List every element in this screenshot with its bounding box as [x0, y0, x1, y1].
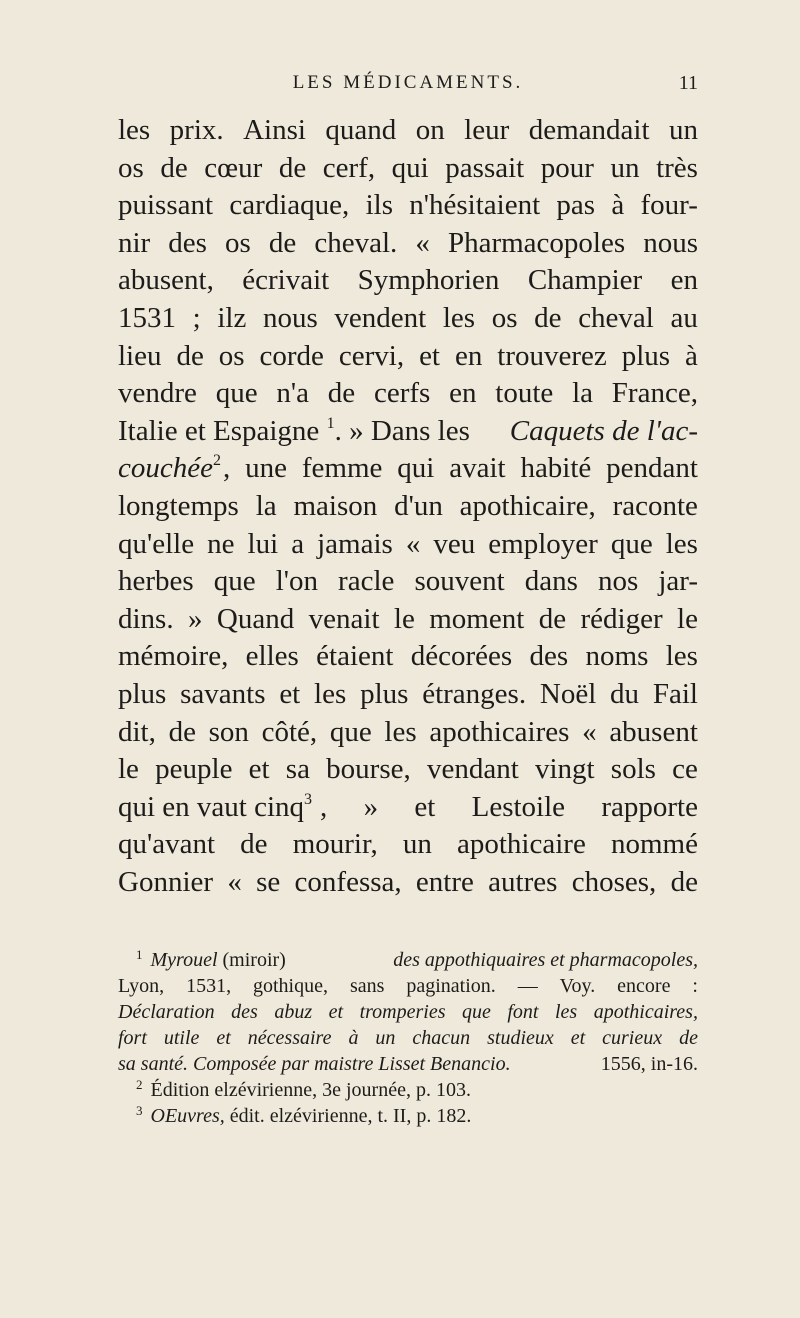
word: prix. [169, 114, 224, 146]
word: les [442, 301, 476, 334]
word: n'hésitaient [409, 189, 541, 222]
word: Pharmacopoles [447, 226, 626, 259]
word: savants [180, 677, 266, 710]
word: Lestoile [471, 790, 566, 823]
word: et [570, 1027, 586, 1049]
word: les [665, 640, 698, 673]
word: un [610, 151, 640, 184]
word: et [216, 1027, 231, 1049]
word: de [160, 151, 188, 184]
text-line [118, 826, 698, 864]
word: « [582, 715, 597, 748]
word: nous [643, 226, 698, 259]
word: bourse, [326, 753, 411, 786]
footnote-3 [118, 1103, 698, 1129]
word: — [517, 975, 538, 997]
text-line [118, 450, 698, 488]
word: les [314, 677, 347, 710]
word: ils [365, 189, 393, 222]
word: Symphorien [357, 264, 500, 297]
word: apothicaires, [593, 1001, 698, 1023]
word: nécessaire [247, 1027, 332, 1049]
word: son [208, 715, 249, 748]
word: en [670, 264, 698, 297]
word: ce [672, 753, 698, 786]
word: jamais [317, 527, 393, 560]
word: pas [556, 189, 596, 222]
word: à [348, 1027, 359, 1049]
text-line [118, 751, 698, 789]
word: vingt [534, 753, 595, 786]
word: vendant [426, 753, 519, 786]
text-line [118, 638, 698, 676]
word: confessa, [294, 865, 402, 898]
word: pendant [606, 452, 698, 485]
word: qu'avant [118, 828, 216, 861]
word: côté, [261, 715, 318, 748]
text-fragment: Italie et Espaigne [118, 414, 320, 447]
word: une [245, 452, 287, 485]
word: 1531, [186, 975, 232, 997]
word: noms [585, 640, 649, 673]
word: des [231, 1001, 258, 1023]
word: plus [118, 677, 167, 710]
text-line [118, 262, 698, 300]
text-line [118, 225, 698, 263]
word: « [415, 226, 430, 259]
word: un [668, 114, 698, 146]
word: et [414, 790, 436, 823]
word: , [223, 452, 231, 485]
footnotes [118, 947, 698, 1129]
footnote-2 [118, 1077, 698, 1103]
word: ilz [217, 301, 247, 334]
word: nous [262, 301, 318, 334]
word: rédiger [580, 602, 663, 635]
word: que [610, 527, 653, 560]
footnote-mark: 2 [136, 1077, 143, 1092]
text-line [118, 526, 698, 564]
word: et [279, 677, 301, 710]
word: de [168, 715, 196, 748]
word: que [461, 1001, 491, 1023]
word: abusent [609, 715, 698, 748]
word: encore [617, 975, 671, 997]
word: sa [285, 753, 310, 786]
word: , [320, 790, 328, 823]
word: France, [611, 377, 698, 410]
footnote-mark: 3 [136, 1103, 143, 1118]
word: Noël [539, 677, 597, 710]
word: nommé [610, 828, 698, 861]
word: sols [610, 753, 656, 786]
word: demandait [528, 114, 650, 146]
text-line [118, 413, 698, 451]
word: nos [597, 565, 639, 598]
word: étranges. [422, 677, 527, 710]
word: écrivait [242, 264, 330, 297]
word: apothicaire [457, 828, 586, 861]
word: en [454, 339, 483, 372]
word: autres [488, 865, 558, 898]
footnote-text: 1556, in-16. [600, 1053, 698, 1075]
word: en [449, 377, 477, 410]
word: choses, [571, 865, 657, 898]
word: pour [540, 151, 594, 184]
word: font [507, 1001, 539, 1023]
word: a [291, 527, 305, 560]
word: 1531 [118, 301, 176, 334]
footnote-line [118, 999, 698, 1025]
word: « [405, 527, 421, 560]
word: sans [349, 975, 385, 997]
word: femme [301, 452, 383, 485]
text-line [118, 150, 698, 188]
word: à [611, 189, 625, 222]
word: » [188, 602, 203, 635]
word: que [215, 377, 258, 410]
word: dans [524, 565, 578, 598]
word: longtemps [118, 489, 239, 522]
word: cerfs [373, 377, 431, 410]
text-line [118, 187, 698, 225]
word: vendent [334, 301, 427, 334]
word: étaient [316, 640, 394, 673]
word: très [656, 151, 698, 184]
word: : [692, 975, 698, 997]
text-line [118, 112, 698, 150]
word: racle [338, 565, 395, 598]
word: herbes [118, 565, 194, 598]
word: un [402, 828, 432, 861]
word: mémoire, [118, 640, 229, 673]
word: utile [163, 1027, 200, 1049]
word: rapporte [601, 790, 698, 823]
word: de [278, 151, 307, 184]
word: de [268, 226, 297, 259]
word: puissant [118, 189, 214, 222]
word: Voy. [559, 975, 596, 997]
word: pagination. [406, 975, 496, 997]
word: qu'elle [118, 527, 195, 560]
word: que [329, 715, 372, 748]
word: qui [397, 452, 435, 485]
word: l'on [275, 565, 318, 598]
word: os [491, 301, 518, 334]
word: mourir, [292, 828, 378, 861]
text-line [118, 488, 698, 526]
word: cœur [204, 151, 263, 184]
footnote-line [118, 973, 698, 999]
footnote-ref-1: 1 [326, 414, 335, 432]
text-line [118, 714, 698, 752]
word: toute [495, 377, 554, 410]
word: dit, [118, 715, 156, 748]
text-line [118, 375, 698, 413]
word: d'un [394, 489, 443, 522]
text-fragment: . » Dans les [334, 414, 470, 447]
footnote-text: Édition elzévirienne, 3e journée, p. 103. [150, 1079, 471, 1101]
word: studieux [487, 1027, 554, 1049]
word: trouverez [497, 339, 607, 372]
word: de [176, 339, 204, 372]
footnote-author: Myrouel [150, 949, 218, 971]
word: Lyon, [118, 975, 165, 997]
word: les [118, 114, 151, 146]
text-fragment [320, 789, 698, 827]
word: nir [118, 226, 151, 259]
footnote-ref-2: 2 [213, 452, 221, 470]
word: habité [520, 452, 592, 485]
word: des [529, 640, 569, 673]
word: fort [118, 1027, 147, 1049]
word: du [610, 677, 640, 710]
word: la [255, 489, 277, 522]
word: Fail [652, 677, 698, 710]
word: os [218, 339, 245, 372]
word: jar- [658, 565, 698, 598]
text-line [118, 300, 698, 338]
footnote-ref-3: 3 [304, 790, 313, 808]
word: dins. [118, 602, 174, 635]
word: et [248, 753, 270, 786]
word: de [240, 828, 268, 861]
text-fragment: qui en vaut cinq [118, 790, 305, 823]
text-line [118, 338, 698, 376]
word: » [363, 790, 379, 823]
word: n'a [276, 377, 309, 410]
word: décorées [410, 640, 513, 673]
running-title: LES MÉDICAMENTS. [292, 72, 524, 93]
footnote-title: OEuvres, [150, 1105, 225, 1127]
italic-title: Caquets de l'ac- [509, 414, 698, 447]
word: elles [245, 640, 299, 673]
word: four- [640, 189, 698, 222]
word: de [679, 1027, 698, 1049]
word: plus [360, 677, 409, 710]
word: apothicaires [429, 715, 570, 748]
word: les [384, 715, 417, 748]
word: moment [429, 602, 525, 635]
text-line [118, 563, 698, 601]
word: plus [621, 339, 671, 372]
word: au [670, 301, 698, 334]
word: des [168, 226, 207, 259]
text-fragment [223, 450, 698, 488]
word: tromperies [359, 1001, 446, 1023]
text-line [118, 864, 698, 902]
word: Gonnier [118, 865, 214, 898]
footnote-title: sa santé. Composée par maistre Lisset Benancio. [118, 1053, 511, 1075]
word: leur [464, 114, 510, 146]
word: passait [445, 151, 525, 184]
word: entre [415, 865, 474, 898]
word: que [213, 565, 256, 598]
word: de [534, 301, 562, 334]
word: « [227, 865, 242, 898]
word: Quand [216, 602, 295, 635]
word: les [665, 527, 698, 560]
word: Ainsi [243, 114, 306, 146]
word: un [375, 1027, 396, 1049]
word: la [572, 377, 593, 410]
word: et [328, 1001, 344, 1023]
word: os [118, 151, 144, 184]
word: cardiaque, [229, 189, 350, 222]
footnote-1 [118, 947, 698, 973]
page-header [118, 72, 698, 102]
footnote-text: (miroir) [222, 949, 286, 971]
word: qui [391, 151, 429, 184]
word: cheval [578, 301, 654, 334]
footnote-line [118, 1025, 698, 1051]
word: abuz [274, 1001, 313, 1023]
word: ; [192, 301, 201, 334]
word: cheval. [314, 226, 398, 259]
footnote-title: des appothiquaires et pharmacopoles, [393, 949, 698, 971]
word: de [538, 602, 567, 635]
footnote-mark: 1 [136, 947, 143, 962]
word: on [415, 114, 445, 146]
word: raconte [612, 489, 698, 522]
word: de [670, 865, 698, 898]
word: veu [433, 527, 476, 560]
word: curieux [602, 1027, 663, 1049]
word: venait [308, 602, 380, 635]
word: peuple [155, 753, 233, 786]
word: se [256, 865, 281, 898]
text-line [118, 676, 698, 714]
word: lui [247, 527, 279, 560]
word: cerf, [322, 151, 376, 184]
footnote-text: édit. elzévirienne, t. II, p. 182. [229, 1105, 472, 1127]
word: Champier [527, 264, 643, 297]
word: avait [449, 452, 506, 485]
word: lieu [118, 339, 162, 372]
word: gothique, [253, 975, 328, 997]
word: souvent [414, 565, 505, 598]
word: abusent, [118, 264, 214, 297]
body-text [118, 112, 698, 901]
word: et [419, 339, 440, 372]
word: cervi, [338, 339, 405, 372]
text-line [118, 601, 698, 639]
text-line [118, 789, 698, 827]
italic-title: couchée [118, 452, 213, 485]
word: chacun [412, 1027, 471, 1049]
word: le [118, 753, 139, 786]
footnote-line [118, 1051, 698, 1077]
word: les [555, 1001, 578, 1023]
word: de [327, 377, 356, 410]
page-number: 11 [678, 72, 698, 94]
word: vendre [118, 377, 197, 410]
word: le [393, 602, 415, 635]
word: employer [488, 527, 598, 560]
word: apothicaire, [459, 489, 596, 522]
word: os [225, 226, 251, 259]
word: le [677, 602, 698, 635]
word: corde [259, 339, 324, 372]
word: quand [325, 114, 397, 146]
word: Déclaration [118, 1001, 215, 1023]
word: ne [207, 527, 235, 560]
word: à [685, 339, 698, 372]
word: maison [293, 489, 378, 522]
